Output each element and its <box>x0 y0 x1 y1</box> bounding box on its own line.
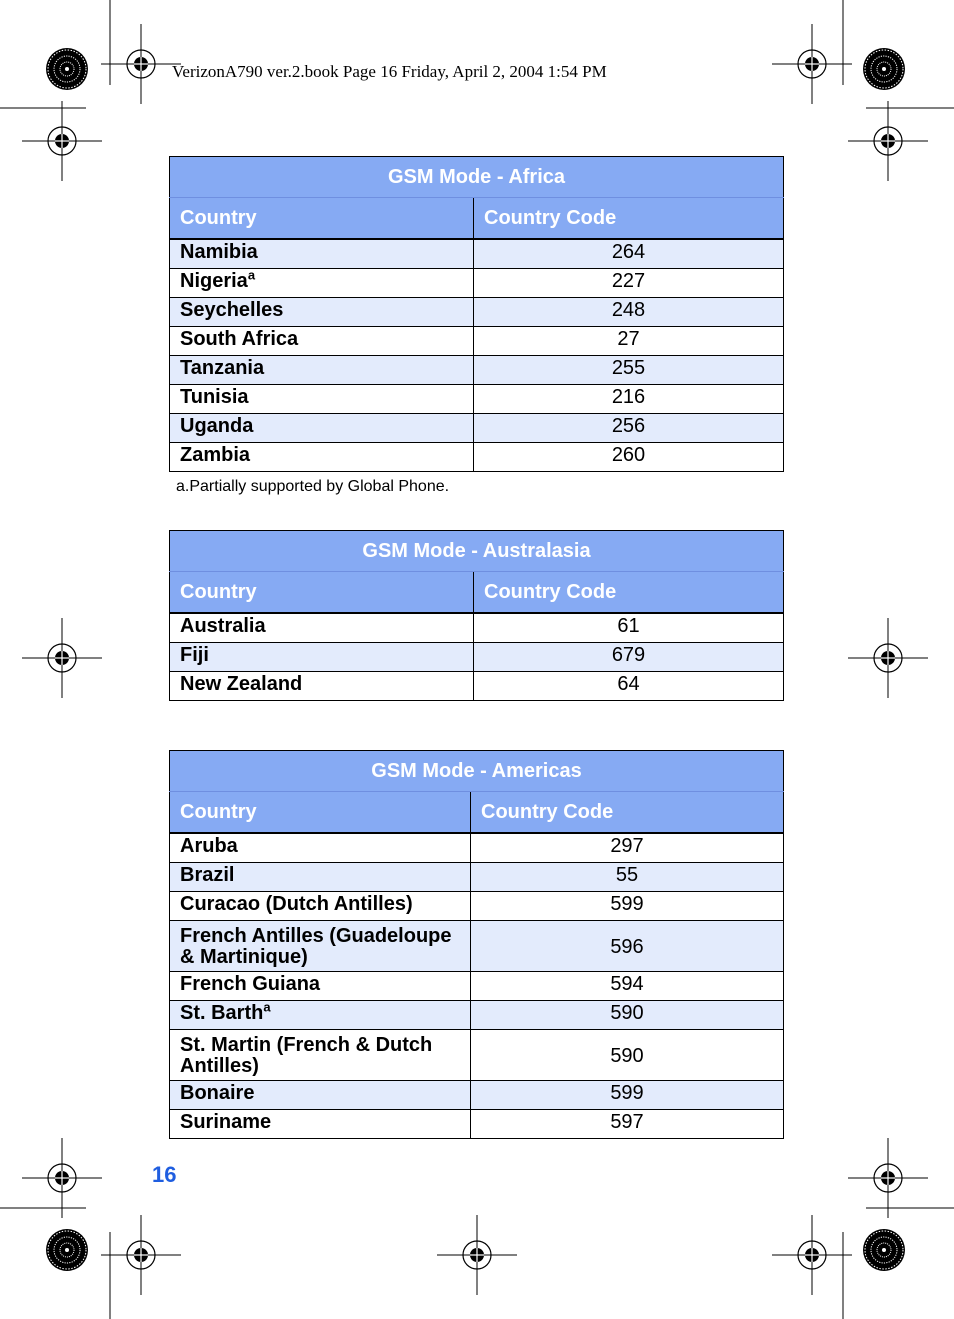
country-cell: South Africa <box>170 327 474 356</box>
page-number: 16 <box>152 1162 177 1187</box>
print-header: VerizonA790 ver.2.book Page 16 Friday, April 2, 2004 1:54 PM <box>172 62 607 81</box>
country-cell: Fiji <box>170 643 474 672</box>
registration-mark-top-left <box>101 24 181 104</box>
registration-mark-bottom-right <box>772 1215 852 1295</box>
column-header-country-code: Country Code <box>474 572 784 614</box>
table-row <box>170 833 784 863</box>
registration-mark-bottom-left <box>101 1215 181 1295</box>
country-code-cell: 260 <box>474 443 784 472</box>
column-header-country: Country <box>170 198 474 240</box>
country-code-cell: 255 <box>474 356 784 385</box>
country-code-cell: 590 <box>471 1001 784 1030</box>
country-code-cell: 599 <box>471 892 784 921</box>
table-row <box>170 921 784 972</box>
column-header-country: Country <box>170 572 474 614</box>
country-code-cell: 248 <box>474 298 784 327</box>
table-row <box>170 1110 784 1139</box>
table-title: GSM Mode - Australasia <box>170 531 784 572</box>
country-cell: Namibia <box>170 239 474 269</box>
country-code-cell: 216 <box>474 385 784 414</box>
table-row <box>170 643 784 672</box>
registration-mark-top-right <box>772 24 852 104</box>
country-code-cell: 64 <box>474 672 784 701</box>
registration-mark-left-upper <box>22 101 102 181</box>
table-title: GSM Mode - Africa <box>170 157 784 198</box>
country-cell: French Guiana <box>170 972 471 1001</box>
column-header-country: Country <box>170 792 471 834</box>
table-row <box>170 672 784 701</box>
star-target-top-left <box>46 48 88 90</box>
table-row <box>170 298 784 327</box>
country-cell: Brazil <box>170 863 471 892</box>
country-cell: Uganda <box>170 414 474 443</box>
country-code-cell: 264 <box>474 239 784 269</box>
table-gsm-americas <box>169 750 784 1139</box>
country-cell: Aruba <box>170 833 471 863</box>
country-cell: New Zealand <box>170 672 474 701</box>
country-cell: Tanzania <box>170 356 474 385</box>
table-title: GSM Mode - Americas <box>170 751 784 792</box>
table-row <box>170 414 784 443</box>
table-row <box>170 863 784 892</box>
footnote-marker: a <box>247 267 256 283</box>
country-code-cell: 297 <box>471 833 784 863</box>
country-cell: Tunisia <box>170 385 474 414</box>
country-code-cell: 61 <box>474 613 784 643</box>
country-code-cell: 679 <box>474 643 784 672</box>
country-code-cell: 599 <box>471 1081 784 1110</box>
country-cell: Australia <box>170 613 474 643</box>
country-cell: Nigeria$^a$ <box>170 269 474 298</box>
table-row <box>170 1030 784 1081</box>
table-gsm-australasia <box>169 530 784 701</box>
registration-mark-right-upper <box>848 101 928 181</box>
country-cell: Zambia <box>170 443 474 472</box>
table-row <box>170 1001 784 1030</box>
country-code-cell: 55 <box>471 863 784 892</box>
footnote: a.Partially supported by Global Phone. <box>176 478 450 495</box>
country-code-cell: 27 <box>474 327 784 356</box>
country-code-cell: 256 <box>474 414 784 443</box>
registration-mark-right-lower <box>848 1138 928 1218</box>
registration-mark-right-middle <box>848 618 928 698</box>
country-cell: St. Barth$^a$ <box>170 1001 471 1030</box>
country-code-cell: 227 <box>474 269 784 298</box>
column-header-country-code: Country Code <box>471 792 784 834</box>
country-code-cell: 596 <box>471 921 784 972</box>
footnote-marker: a <box>263 999 271 1015</box>
table-gsm-africa <box>169 156 784 472</box>
table-row <box>170 1081 784 1110</box>
registration-mark-bottom-center <box>437 1215 517 1295</box>
table-row <box>170 443 784 472</box>
column-header-country-code: Country Code <box>474 198 784 240</box>
table-row <box>170 892 784 921</box>
table-row <box>170 972 784 1001</box>
star-target-bottom-left <box>46 1229 88 1271</box>
country-cell: Curacao (Dutch Antilles) <box>170 892 471 921</box>
country-cell: Seychelles <box>170 298 474 327</box>
star-target-top-right <box>863 48 905 90</box>
star-target-bottom-right <box>863 1229 905 1271</box>
table-row <box>170 613 784 643</box>
country-code-cell: 590 <box>471 1030 784 1081</box>
table-row <box>170 356 784 385</box>
table-row <box>170 269 784 298</box>
country-cell: Bonaire <box>170 1081 471 1110</box>
country-code-cell: 594 <box>471 972 784 1001</box>
table-row <box>170 385 784 414</box>
country-cell: Suriname <box>170 1110 471 1139</box>
country-code-cell: 597 <box>471 1110 784 1139</box>
country-cell: St. Martin (French & Dutch Antilles) <box>170 1030 471 1081</box>
registration-mark-left-lower <box>22 1138 102 1218</box>
table-row <box>170 239 784 269</box>
country-cell: French Antilles (Guadeloupe & Martinique) <box>170 921 471 972</box>
registration-mark-left-middle <box>22 618 102 698</box>
table-row <box>170 327 784 356</box>
